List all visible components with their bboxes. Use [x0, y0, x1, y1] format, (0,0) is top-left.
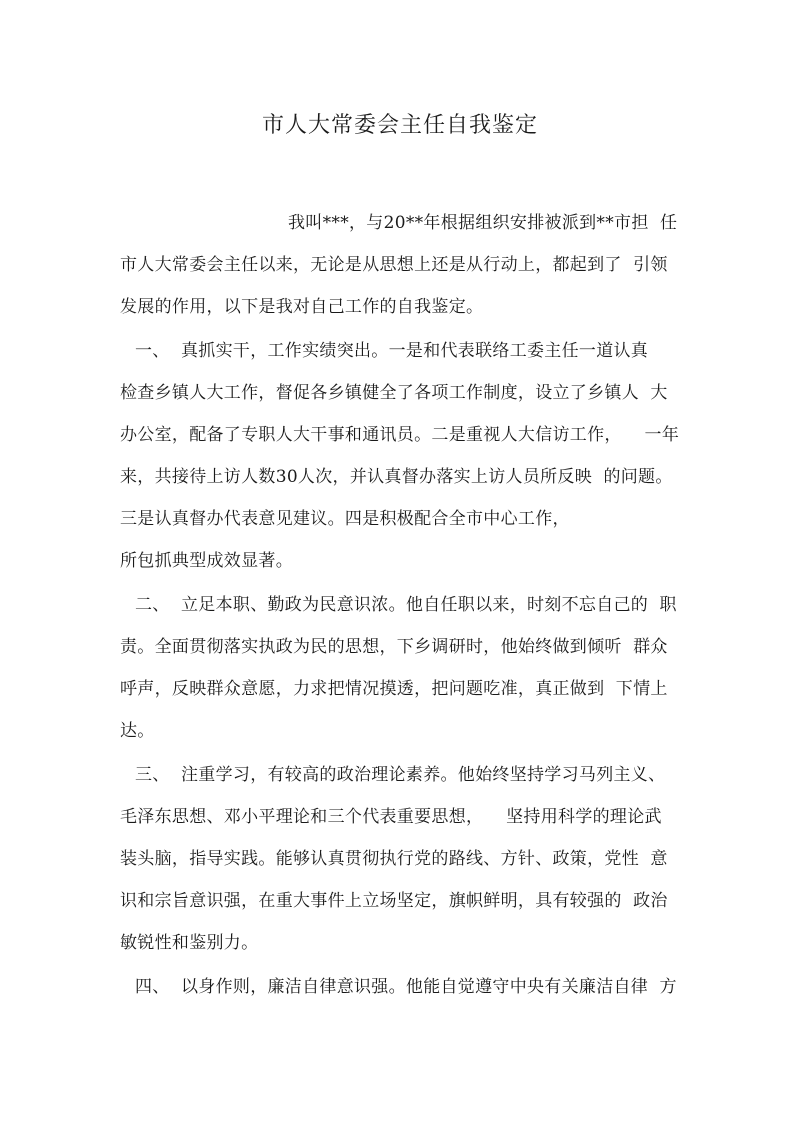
- document-title: 市人大常委会主任自我鉴定: [261, 113, 538, 138]
- paragraph-line: 二、 立足本职、勤政为民意识浓。他自任职以来，时刻不忘自己的 职: [135, 595, 677, 615]
- paragraph-line: 三是认真督办代表意见建议。四是积极配合全市中心工作，: [120, 509, 570, 529]
- paragraph-line: 呼声，反映群众意愿，力求把情况摸透，把问题吃准，真正做到 下情上: [120, 679, 668, 699]
- paragraph-line: 四、 以身作则，廉洁自律意识强。他能自觉遵守中央有关廉洁自律 方: [135, 977, 677, 997]
- paragraph-line: 来，共接待上访人数30人次，并认真督办落实上访人员所反映 的问题。: [120, 467, 673, 487]
- paragraph-line: 检查乡镇人大工作，督促各乡镇健全了各项工作制度，设立了乡镇人 大: [120, 383, 668, 403]
- paragraph-line: 发展的作用，以下是我对自己工作的自我鉴定。: [120, 297, 484, 317]
- paragraph-line: 装头脑，指导实践。能够认真贯彻执行党的路线、方针、政策，党性 意: [120, 849, 668, 869]
- paragraph-line: 毛泽东思想、邓小平理论和三个代表重要思想， 坚持用科学的理论武: [120, 807, 662, 827]
- paragraph-line: 敏锐性和鉴别力。: [120, 933, 259, 953]
- paragraph-line: 我叫***，与20**年根据组织安排被派到**市担 任: [288, 213, 678, 233]
- paragraph-line: 办公室，配备了专职人大干事和通讯员。二是重视人大信访工作， 一年: [120, 425, 680, 445]
- paragraph-line: 达。: [120, 721, 155, 741]
- paragraph-line: 三、 注重学习，有较高的政治理论素养。他始终坚持学习马列主义、: [135, 765, 666, 785]
- paragraph-line: 识和宗旨意识强，在重大事件上立场坚定，旗帜鲜明，具有较强的 政治: [120, 891, 668, 911]
- paragraph-line: 责。全面贯彻落实执政为民的思想，下乡调研时，他始终做到倾听 群众: [120, 637, 668, 657]
- paragraph-line: 市人大常委会主任以来，无论是从思想上还是从行动上，都起到了 引领: [120, 255, 668, 275]
- paragraph-line: 一、 真抓实干，工作实绩突出。一是和代表联络工委主任一道认真: [135, 341, 649, 361]
- paragraph-line: 所包抓典型成效显著。: [120, 551, 293, 571]
